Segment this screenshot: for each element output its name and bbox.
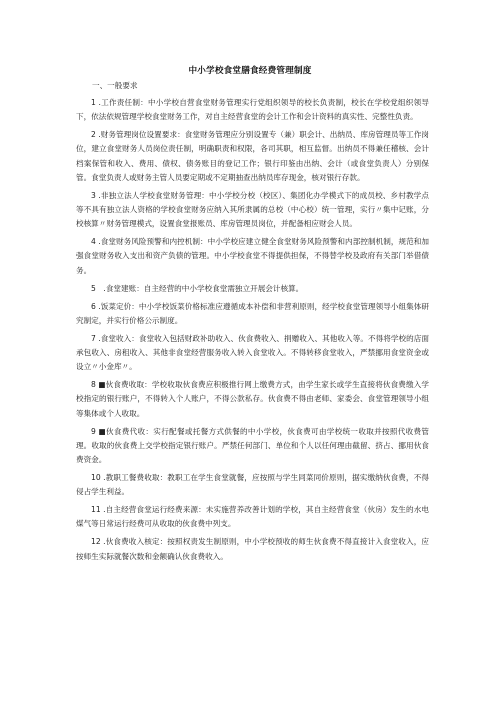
paragraph-staff-meal-fee: 10 .教职工餐费收取：教职工在学生食堂就餐，应按照与学生同菜同价原则，据实缴纳伙食费，不得侵占学生利益。 — [76, 473, 429, 497]
document-title: 中小学校食堂膳食经费管理制度 — [188, 66, 312, 76]
paragraph-income-recognition: 12 .伙食费收入核定：按照权责发生制原则，中小学校预收的师生伙食费不得直接计入食堂收入，应按师生实际就餐次数和金额确认伙食费收入。 — [76, 537, 429, 561]
paragraph-risk-control: 4 .食堂财务风险预警和内控机制：中小学校应建立健全食堂财务风险预警和内部控制机制，规范和加强食堂财务收入支出和资产负债的管理。中小学校食堂不得提供担保，不得替学校及政府有关部门举借债务。 — [76, 237, 429, 275]
paragraph-fee-agency: 9 ■伙食费代收：实行配餐或托餐方式供餐的中小学校，伙食费可由学校统一收取并按照代收费管理。收取的伙食费上交学校指定银行账户。严禁任何部门、单位和个人以任何理由截留、挤占、挪用伙食费资金。 — [76, 426, 429, 465]
paragraph-canteen-income: 7 .食堂收入：食堂收入包括财政补助收入、伙食费收入、捐赠收入、其他收入等。不得将学校的店面承包收入、房租收入、其他非食堂经营服务收入转入食堂收入。不得转移食堂收入，严禁挪用食堂资金或设立〃小金库〃。 — [76, 333, 429, 372]
paragraph-meal-pricing: 6 .饭菜定价：中小学校饭菜价格标准应遵循成本补偿和非营利原则，经学校食堂管理领导小组集体研究制定，并实行价格公示制度。 — [76, 301, 429, 325]
paragraph-post-setup: 2 .财务管理岗位设置要求：食堂财务管理应分别设置专（兼）职会计、出纳员、库房管理员等工作岗位，建立食堂财务人员岗位责任制，明确职责和权限，各司其职，相互监督。出纳员不得兼任稽核、会计档案保管和收入、费用、债权、债务账目的登记工作；银行印鉴由出纳、会计（或食堂负责人）分别保管。食堂负责人或财务主管人员要定期或不定期抽查出纳员库存现金，核对银行存款。 — [76, 130, 429, 182]
section-heading: 一、一般要求 — [92, 81, 138, 90]
paragraph-bookkeeping: 5 .食堂建账：自主经营的中小学校食堂需独立开展会计核算。 — [91, 283, 304, 293]
paragraph-operating-funds: 11 .自主经营食堂运行经费来源：未实施营养改善计划的学校，其自主经营食堂（伙房）发生的水电煤气等日常运行经费可从收取的伙食费中列支。 — [76, 505, 429, 529]
paragraph-fee-collection: 8 ■伙食费收取：学校收取伙食费应积极推行网上缴费方式，由学生家长或学生直接将伙食费缴入学校指定的银行账户，不得转入个人账户，不得公款私存。伙食费不得由老师、家委会、食堂管理领导小组等集体或个人收取。 — [76, 380, 429, 418]
document-body — [76, 96, 429, 568]
paragraph-work-responsibility: 1 .工作责任制：中小学校自营食堂财务管理实行党组织领导的校长负责制，校长在学校党组织领导下，依法依规管理学校食堂财务工作，对自主经营食堂的会计工作和会计资料的真实性、完整性负责。 — [76, 98, 429, 122]
paragraph-non-independent-school: 3 .非独立法人学校食堂财务管理：中小学校分校（校区）、集团化办学模式下的成员校、乡村教学点等不具有独立法人资格的学校食堂财务应纳入其所隶属的总校（中心校）统一管理，实行〃集中记账，分校核算〃财务管理模式，设置食堂报账员、库房管理员岗位，并配备相应财会人员。 — [76, 190, 429, 229]
